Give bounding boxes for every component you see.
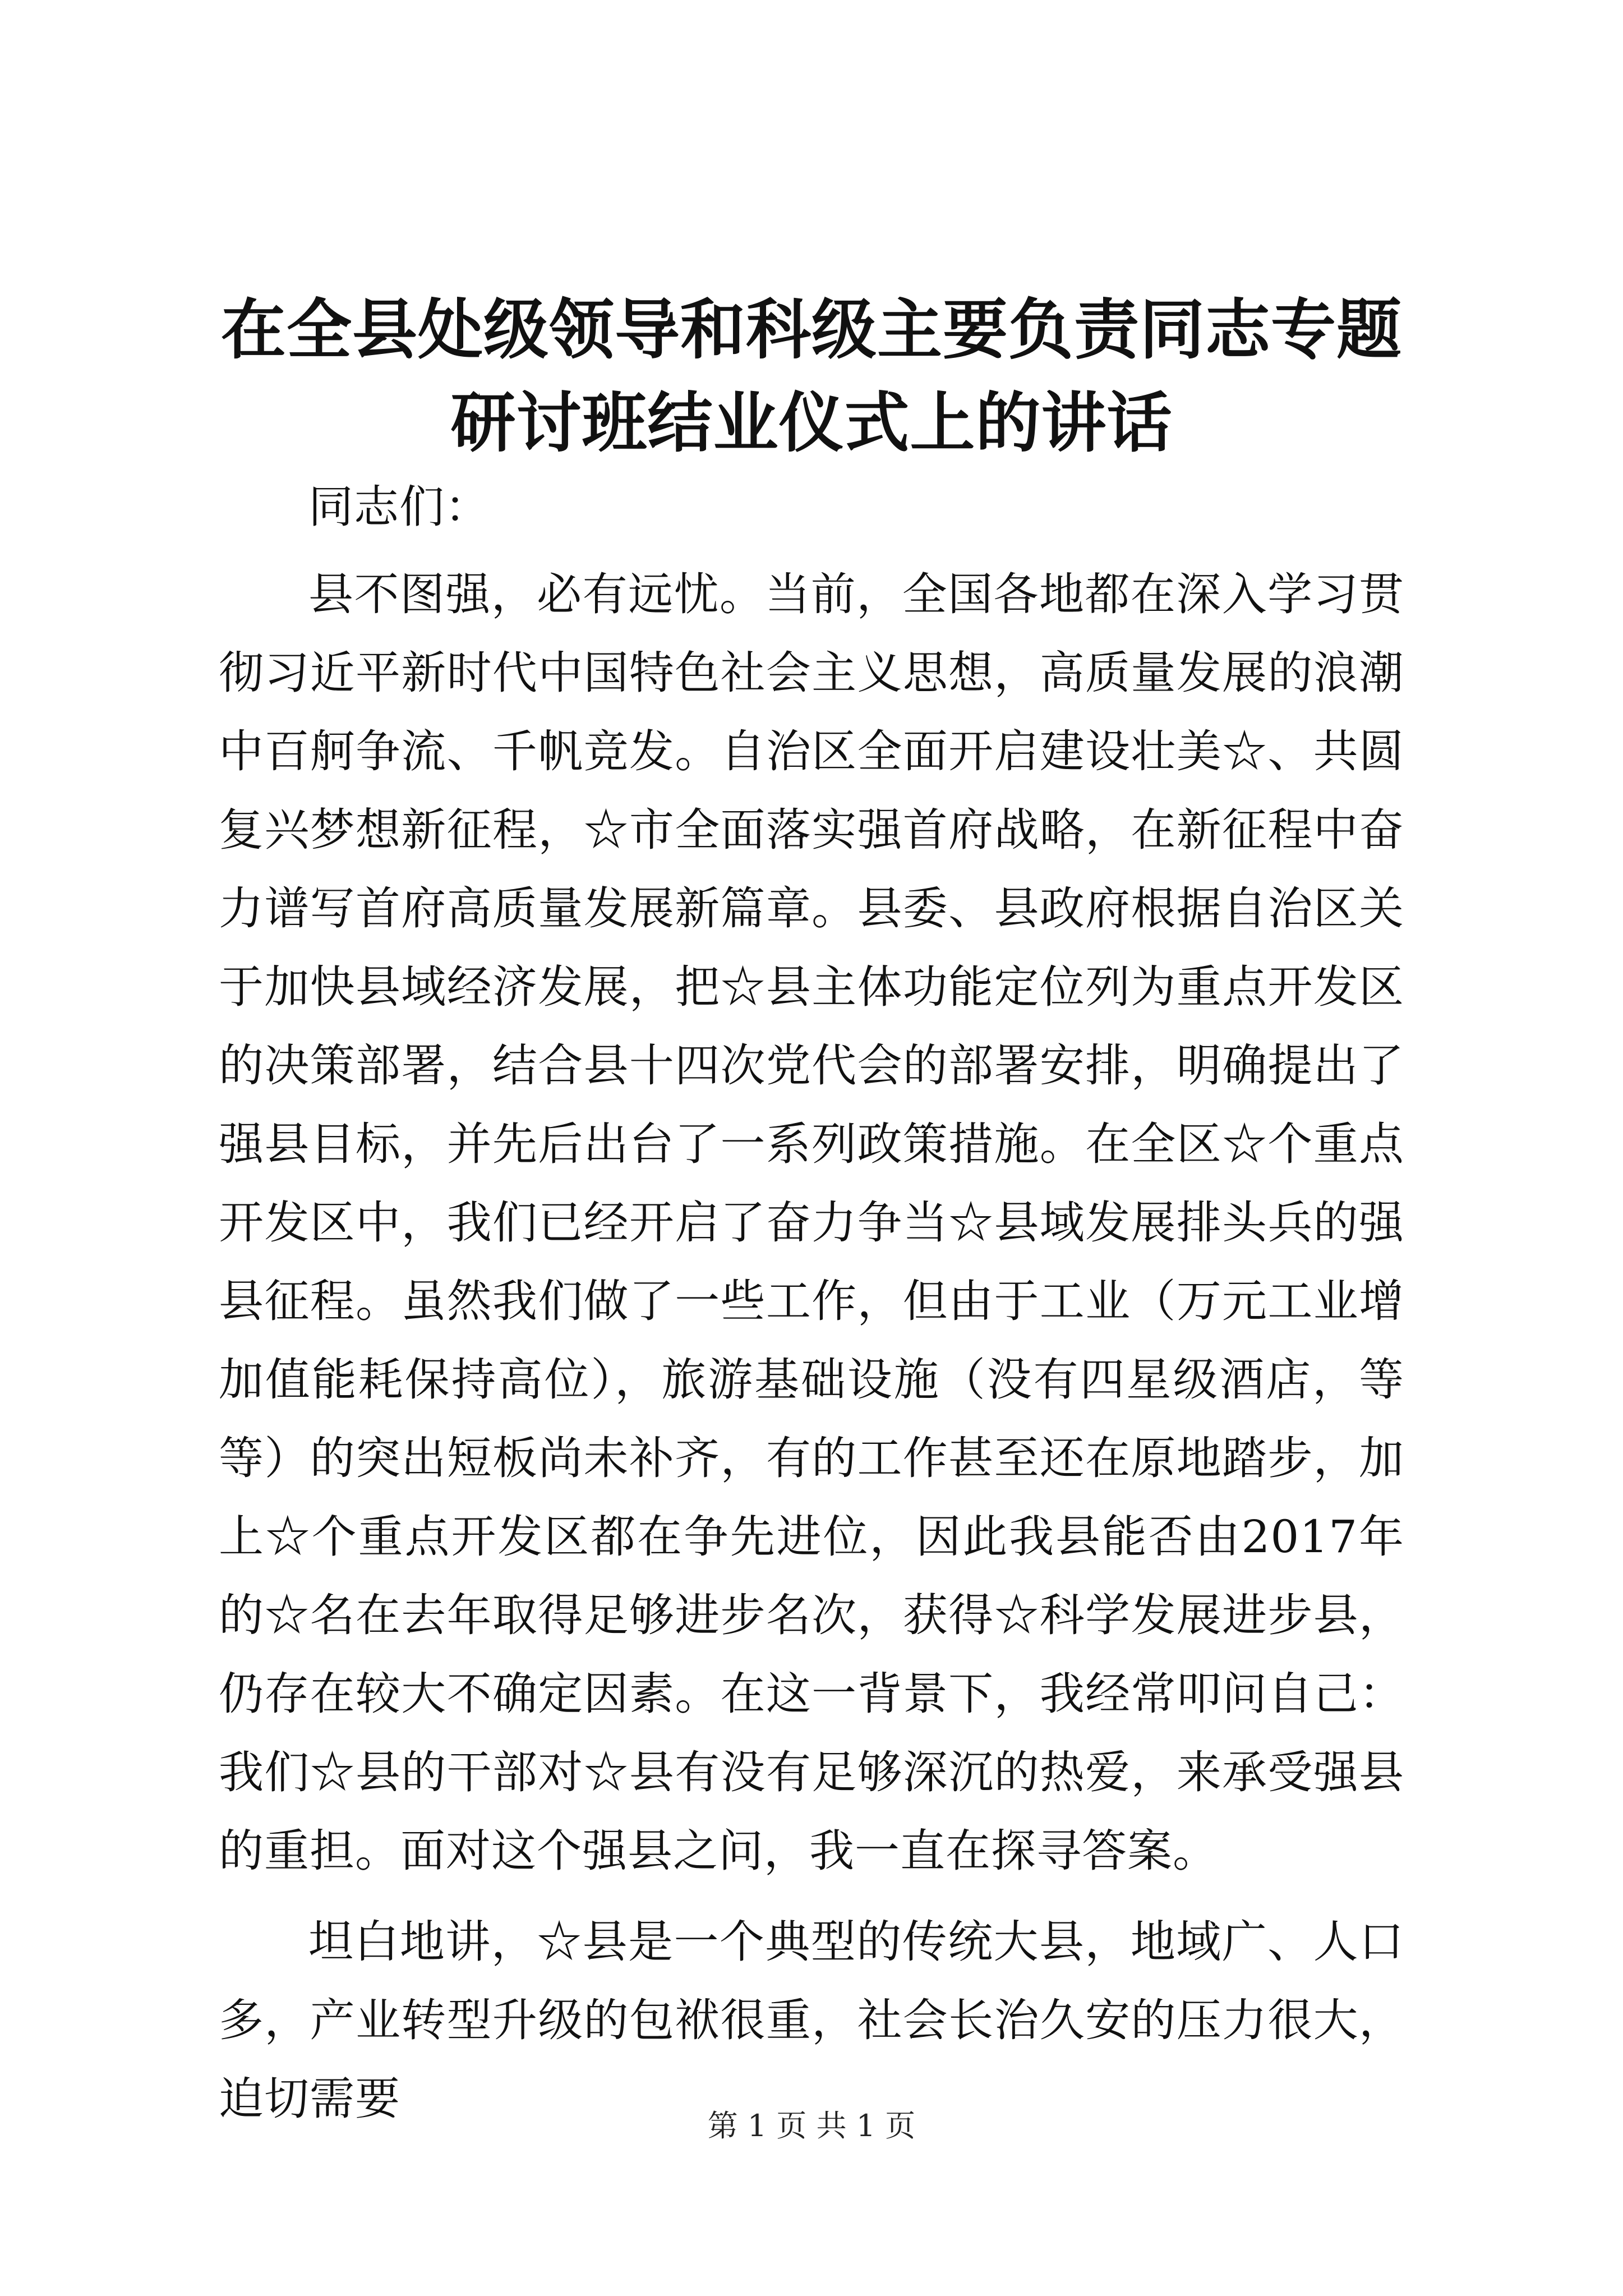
document-title: 在全县处级领导和科级主要负责同志专题研讨班结业仪式上的讲话	[221, 292, 1402, 461]
document-body	[219, 468, 1404, 2138]
greeting: 同志们：	[308, 481, 490, 533]
page-footer: 第 1 页 共 1 页	[707, 2108, 916, 2143]
paragraph-2: 坦白地讲，☆县是一个典型的传统大县，地域广、人口多，产业转型升级的包袱很重，社会长治久安的压力很大，迫切需要	[219, 1916, 1404, 2125]
paragraph-1: 县不图强，必有远忧。当前，全国各地都在深入学习贯彻习近平新时代中国特色社会主义思想，高质量发展的浪潮中百舸争流、千帆竞发。自治区全面开启建设壮美☆、共圆复兴梦想新征程，☆市全面落实强首府战略，在新征程中奋力谱写首府高质量发展新篇章。县委、县政府根据自治区关于加快县域经济发展，把☆县主体功能定位列为重点开发区的决策部署，结合县十四次党代会的部署安排，明确提出了强县目标，并先后出台了一系列政策措施。在全区☆个重点开发区中，我们已经开启了奋力争当☆县域发展排头兵的强县征程。虽然我们做了一些工作，但由于工业（万元工业增加值能耗保持高位），旅游基础设施（没有四星级酒店，等等）的突出短板尚未补齐，有的工作甚至还在原地踏步，加上☆个重点开发区都在争先进位，因此我县能否由2017年的☆名在去年取得足够进步名次，获得☆科学发展进步县，仍存在较大不确定因素。在这一背景下，我经常叩问自己：我们☆县的干部对☆县有没有足够深沉的热爱，来承受强县的重担。面对这个强县之问，我一直在探寻答案。	[219, 568, 1404, 1877]
